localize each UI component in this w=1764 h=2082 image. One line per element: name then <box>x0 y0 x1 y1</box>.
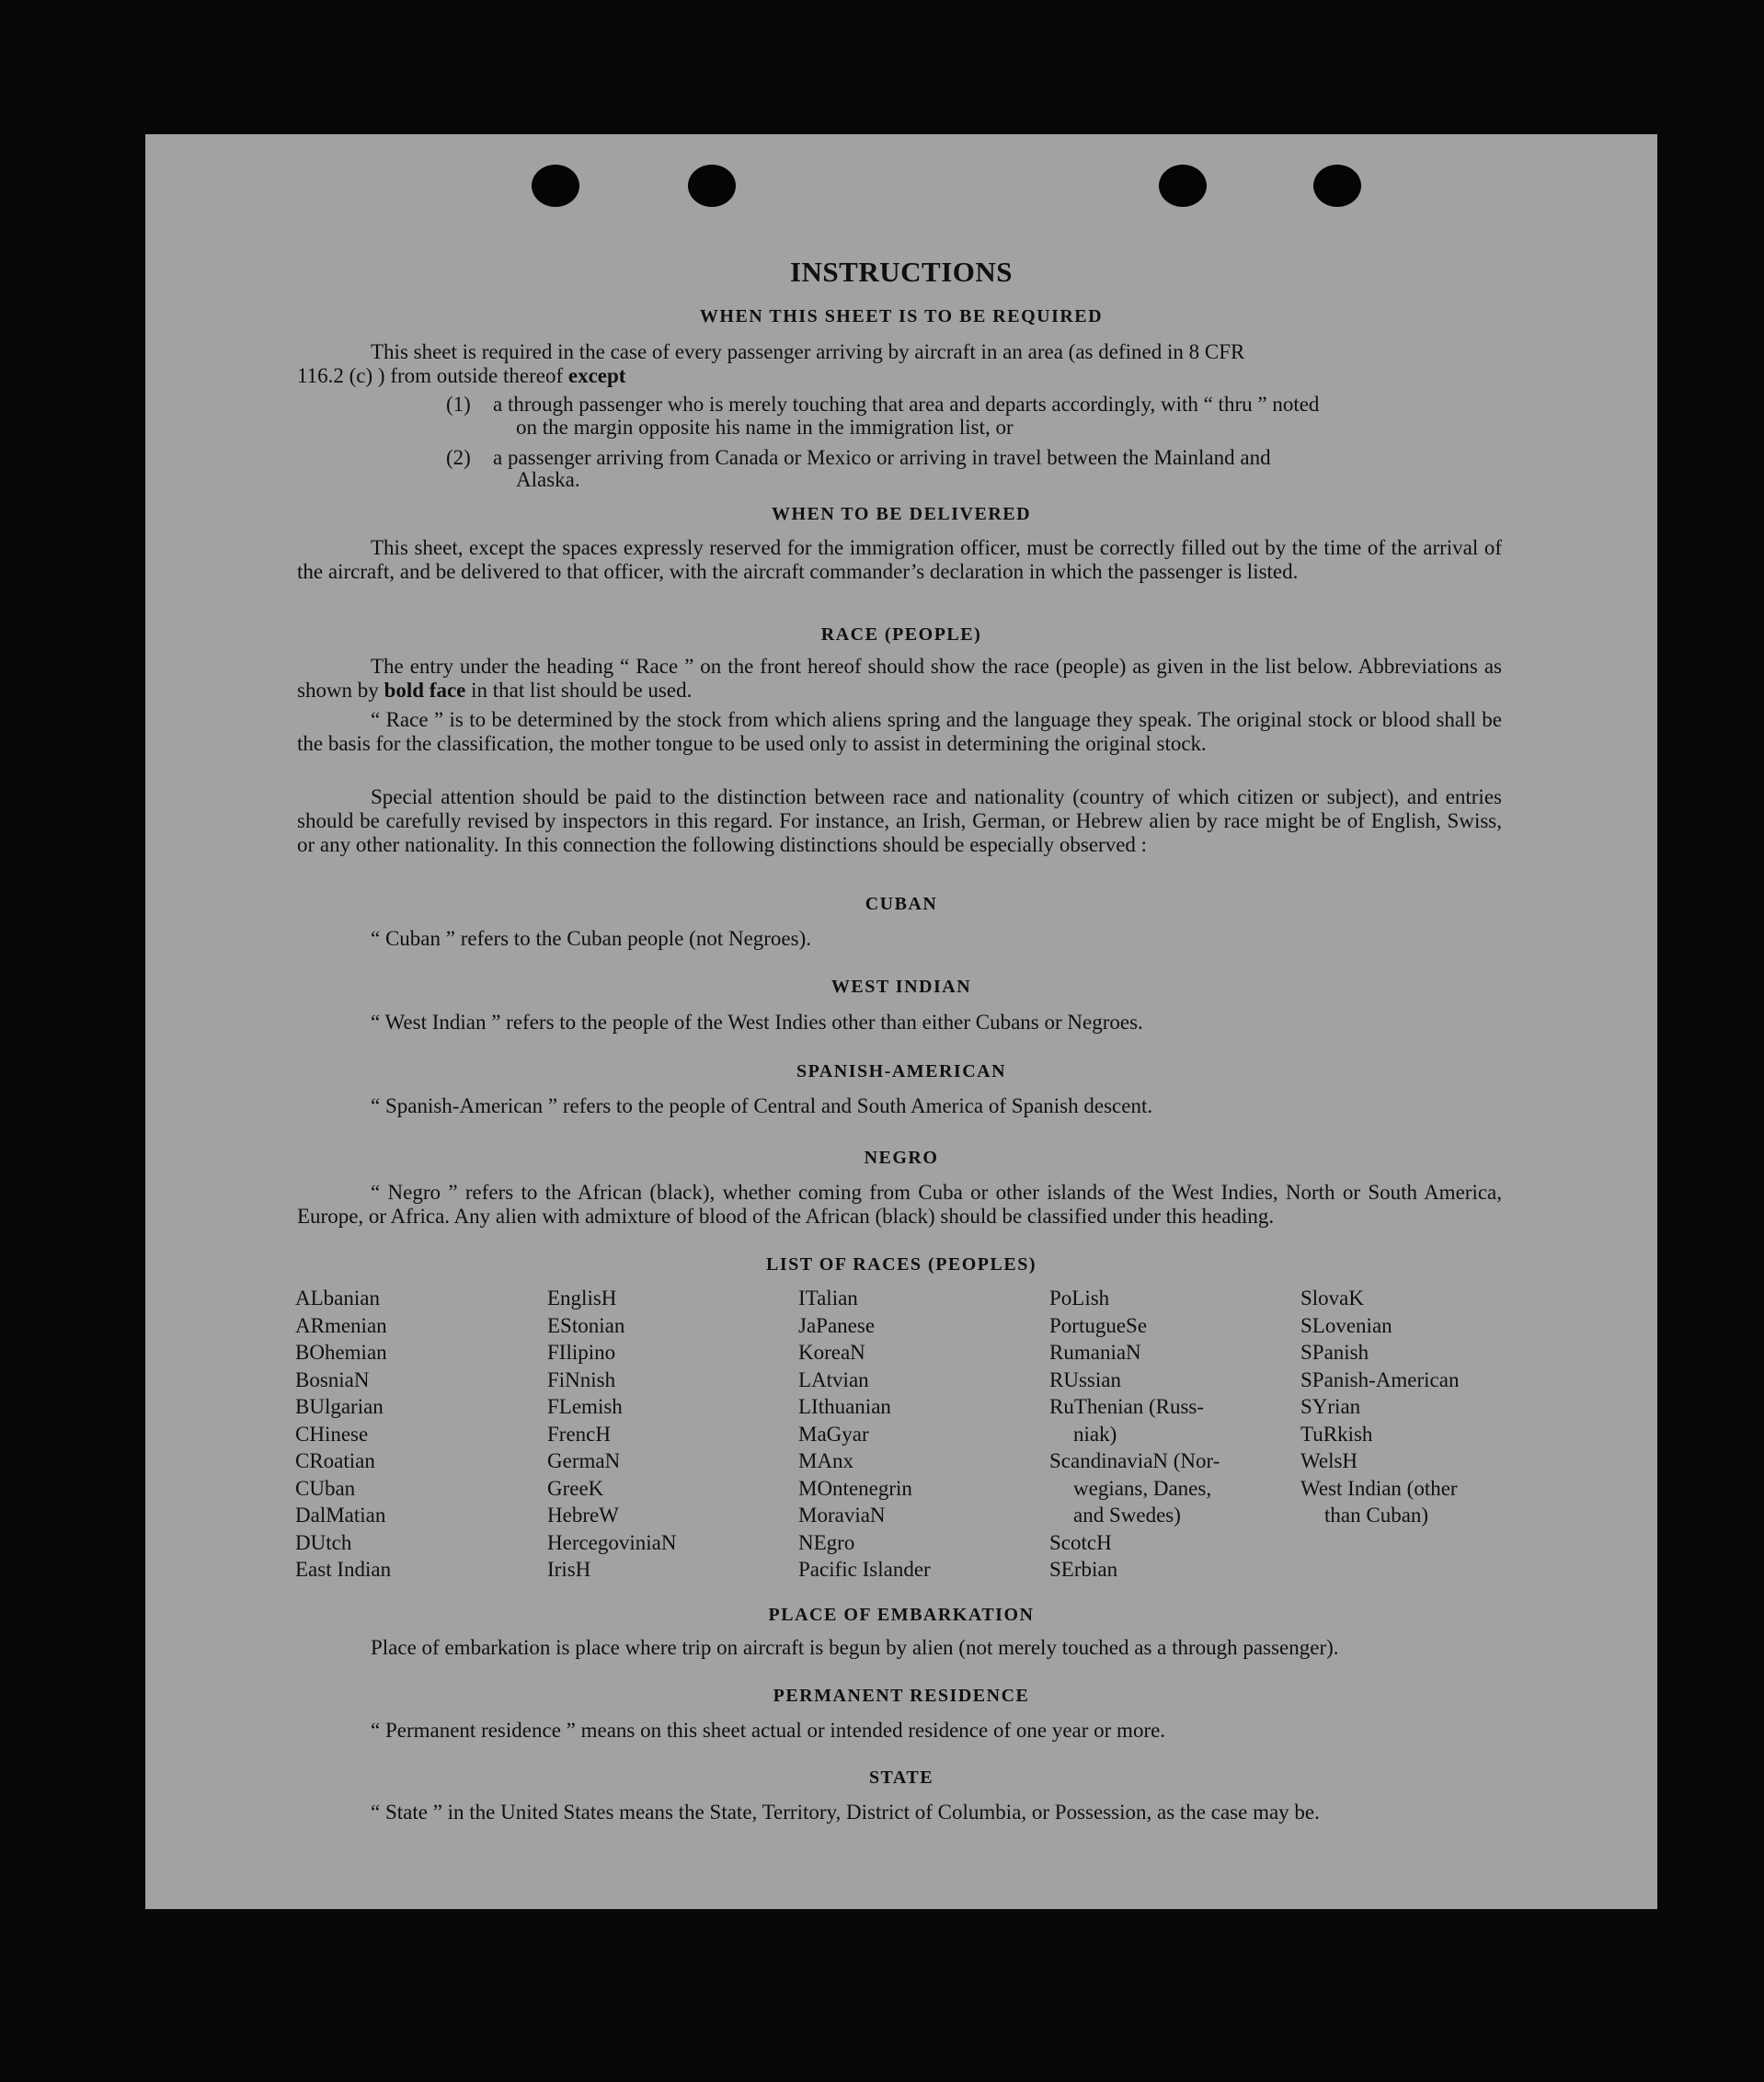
required-item2-line2: Alaska. <box>516 468 580 491</box>
race-entry: PortugueSe <box>1049 1313 1148 1337</box>
race-entry: NEgro <box>798 1530 855 1554</box>
race-entry: ARmenian <box>295 1313 387 1337</box>
heading-required: WHEN THIS SHEET IS TO BE REQUIRED <box>699 306 1104 326</box>
race-p1-end: in that list should be used. <box>471 679 693 702</box>
race-paragraph-3: Special attention should be paid to the distinction between race and nationality (country of which citizen or subject), and entries should be carefully revised by inspectors in this regard. For instance, an Irish, German, or Hebrew alien by race might be of English, Swiss, or any other nationality. In this connection the following distinctions should be especially observed : <box>297 785 1502 856</box>
required-intro-text: 116.2 (c) ) from outside thereof <box>297 364 564 387</box>
race-paragraph-2: “ Race ” is to be determined by the stock from which aliens spring and the language they speak. The original stock or blood shall be the basis for the classification, the mother tongue to be used only to assist in determining the original stock. <box>297 708 1502 755</box>
heading-west-indian: WEST INDIAN <box>830 977 972 997</box>
race-entry: CUban <box>295 1476 356 1500</box>
race-entry: LAtvian <box>798 1367 869 1391</box>
race-entry: KoreaN <box>798 1341 865 1364</box>
race-entry: MOntenegrin <box>798 1476 912 1500</box>
race-entry: SErbian <box>1049 1558 1118 1581</box>
race-entry: SPanish <box>1300 1341 1369 1364</box>
punch-hole <box>1313 165 1361 207</box>
race-entry: MoraviaN <box>798 1504 886 1527</box>
heading-cuban: CUBAN <box>865 894 938 914</box>
heading-spanish-american: SPANISH-AMERICAN <box>796 1061 1007 1081</box>
race-p1-text: The entry under the heading “ Race ” on the front hereof should show the race (people) as given in the list below. Abbreviations as shown by <box>297 655 1502 702</box>
punch-hole <box>532 165 579 207</box>
race-entry: RuThenian (Russ- <box>1049 1395 1205 1418</box>
race-entry: ScotcH <box>1049 1530 1112 1554</box>
race-entry: ALbanian <box>295 1287 380 1310</box>
required-item2-line1: a passenger arriving from Canada or Mexico or arriving in travel between the Mainland and <box>493 446 1271 469</box>
races-column-3 <box>798 1285 931 1584</box>
race-entry-continued: niak) <box>1073 1422 1117 1446</box>
race-entry: FrencH <box>547 1422 611 1446</box>
required-item-number: (1) <box>446 393 471 416</box>
required-intro-line1: This sheet is required in the case of every passenger arriving by aircraft in an area (as defined in 8 CFR <box>371 340 1245 363</box>
race-entry: FIlipino <box>547 1341 616 1364</box>
race-entry: West Indian (other <box>1300 1476 1458 1500</box>
races-column-5 <box>1300 1285 1459 1529</box>
negro-text: “ Negro ” refers to the African (black), whether coming from Cuba or other islands of the West Indies, North or South America, Europe, or Africa. Any alien with admixture of blood of the African (black) should be classified under this heading. <box>297 1181 1502 1228</box>
race-entry: LIthuanian <box>798 1395 891 1418</box>
race-p1-bold: bold face <box>384 679 466 702</box>
race-entry: GermaN <box>547 1449 621 1472</box>
race-entry-continued: wegians, Danes, <box>1073 1476 1212 1500</box>
heading-embarkation: PLACE OF EMBARKATION <box>768 1605 1035 1625</box>
race-entry: FLemish <box>547 1395 623 1418</box>
race-entry: CHinese <box>295 1422 369 1446</box>
heading-residence: PERMANENT RESIDENCE <box>773 1686 1030 1706</box>
race-entry: JaPanese <box>798 1313 876 1337</box>
race-entry: GreeK <box>547 1476 604 1500</box>
race-entry: FiNnish <box>547 1367 616 1391</box>
page-title: INSTRUCTIONS <box>789 256 1013 288</box>
race-entry: RumaniaN <box>1049 1341 1141 1364</box>
race-entry: SYrian <box>1300 1395 1361 1418</box>
heading-race: RACE (PEOPLE) <box>820 624 982 645</box>
required-except: except <box>567 364 626 387</box>
race-entry: PoLish <box>1049 1287 1110 1310</box>
state-text: “ State ” in the United States means the State, Territory, District of Columbia, or Possession, as the case may be. <box>371 1801 1320 1824</box>
race-entry: EnglisH <box>547 1287 617 1310</box>
required-item1-line1: a through passenger who is merely touching that area and departs accordingly, with “ thru ” noted <box>493 393 1320 416</box>
race-entry: IrisH <box>547 1558 591 1581</box>
delivered-text: This sheet, except the spaces expressly reserved for the immigration officer, must be correctly filled out by the time of the arrival of the aircraft, and be delivered to that officer, with the aircraft commander’s declaration in which the passenger is listed. <box>297 536 1502 583</box>
race-entry: HebreW <box>547 1504 619 1527</box>
punch-hole <box>688 165 736 207</box>
race-entry: CRoatian <box>295 1449 375 1472</box>
race-entry: Pacific Islander <box>798 1558 931 1581</box>
race-entry: BUlgarian <box>295 1395 384 1418</box>
race-entry: BosniaN <box>295 1367 370 1391</box>
race-entry: East Indian <box>295 1558 392 1581</box>
race-entry: SLovenian <box>1300 1313 1392 1337</box>
heading-races-list: LIST OF RACES (PEOPLES) <box>765 1254 1037 1275</box>
race-entry: DalMatian <box>295 1504 386 1527</box>
race-entry-continued: and Swedes) <box>1073 1504 1181 1527</box>
race-entry: HercegoviniaN <box>547 1530 677 1554</box>
race-entry-continued: than Cuban) <box>1324 1504 1429 1527</box>
heading-delivered: WHEN TO BE DELIVERED <box>771 504 1032 524</box>
punch-hole <box>1159 165 1207 207</box>
west-indian-text: “ West Indian ” refers to the people of the West Indies other than either Cubans or Negroes. <box>371 1011 1143 1034</box>
required-intro-line2 <box>297 364 625 388</box>
races-column-4 <box>1049 1285 1220 1584</box>
races-column-1 <box>295 1285 391 1584</box>
heading-negro: NEGRO <box>864 1148 939 1168</box>
race-entry: SlovaK <box>1300 1287 1364 1310</box>
race-entry: MAnx <box>798 1449 854 1472</box>
race-entry: TuRkish <box>1300 1422 1373 1446</box>
races-column-2 <box>547 1285 677 1584</box>
cuban-text: “ Cuban ” refers to the Cuban people (not Negroes). <box>371 927 812 950</box>
race-entry: RUssian <box>1049 1367 1121 1391</box>
race-entry: BOhemian <box>295 1341 387 1364</box>
spanish-american-text: “ Spanish-American ” refers to the people of Central and South America of Spanish descent. <box>371 1094 1153 1117</box>
race-entry: EStonian <box>547 1313 625 1337</box>
race-entry: SPanish-American <box>1300 1367 1460 1391</box>
race-entry: MaGyar <box>798 1422 869 1446</box>
race-entry: DUtch <box>295 1530 352 1554</box>
race-entry: WelsH <box>1300 1449 1358 1472</box>
required-item1-line2: on the margin opposite his name in the immigration list, or <box>516 416 1014 439</box>
residence-text: “ Permanent residence ” means on this sheet actual or intended residence of one year or more. <box>371 1719 1166 1742</box>
race-entry: ScandinaviaN (Nor- <box>1049 1449 1220 1472</box>
heading-state: STATE <box>868 1767 934 1788</box>
race-paragraph-1 <box>297 655 1502 703</box>
race-entry: ITalian <box>798 1287 858 1310</box>
required-item-number: (2) <box>446 446 471 469</box>
embarkation-text: Place of embarkation is place where trip on aircraft is begun by alien (not merely touched as a through passenger). <box>371 1636 1339 1659</box>
document-sheet <box>145 134 1657 1909</box>
